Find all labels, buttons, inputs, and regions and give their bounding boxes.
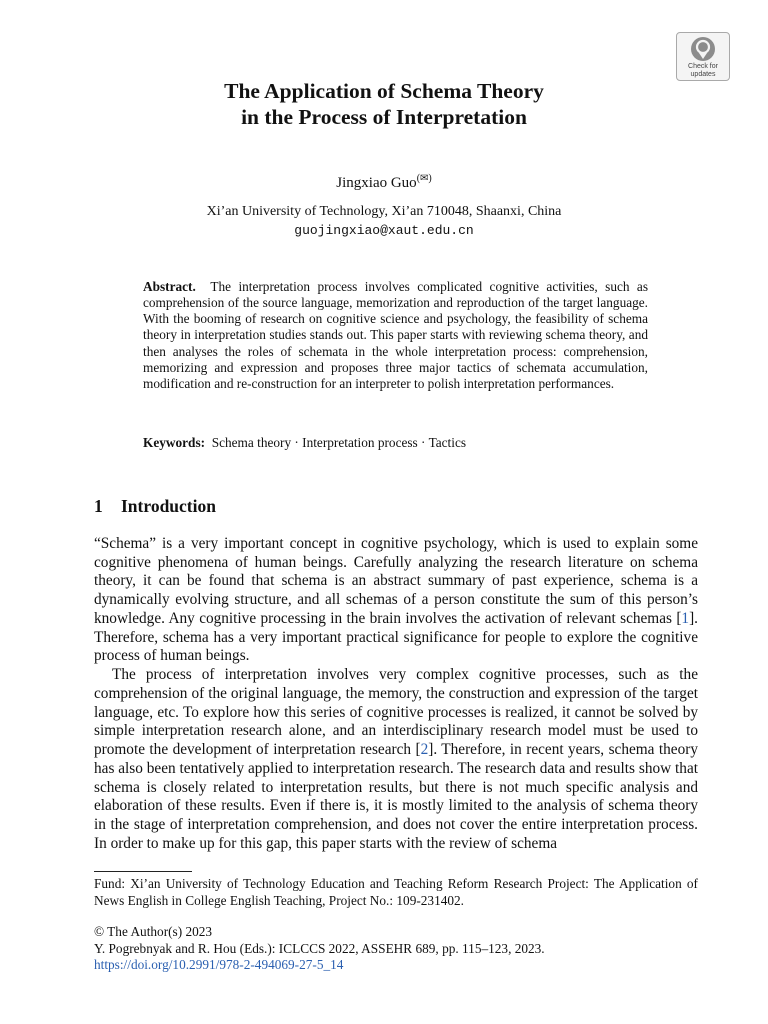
author-email[interactable]: guojingxiao@xaut.edu.cn: [294, 223, 474, 238]
title-line-2: in the Process of Interpretation: [241, 105, 527, 129]
affiliation: Xi’an University of Technology, Xi’an 710048, Shaanxi, China: [206, 204, 562, 219]
keywords: [143, 435, 648, 451]
section-title: Introduction: [121, 496, 216, 516]
envelope-icon[interactable]: (✉): [416, 173, 432, 184]
author-name: Jingxiao Guo: [336, 175, 417, 191]
citation-link-1[interactable]: 1: [681, 609, 690, 627]
check-updates-icon: [690, 36, 716, 62]
section-heading: [94, 495, 216, 517]
citation-link-2[interactable]: 2: [420, 741, 429, 759]
paragraph-2: [94, 666, 698, 853]
paper-title: [0, 78, 768, 130]
paragraph-1: [94, 535, 698, 666]
paragraph-2-text-b: ]. Therefore, in recent years, schema theory has also been tentatively applied to interpretation research. The research data and results show that schema is closely related to interpretation results, but there is not much specific analysis and elaboration of these results. Even if there is, it is mostly limited to the analysis of schema theory in the stage of interpretation comprehension, and does not cover the entire interpretation process. In order to make up for this gap, this paper starts with the review of schema: [94, 741, 698, 852]
author: [0, 170, 768, 192]
footnote-rule: [94, 871, 192, 872]
section-number: 1: [94, 496, 103, 516]
title-line-1: The Application of Schema Theory: [224, 79, 544, 103]
paragraph-1-text-b: ]. Therefore, schema has a very important practical significance for people to explore the cognitive process of human beings.: [94, 609, 698, 665]
abstract: [143, 279, 648, 392]
doi-link[interactable]: https://doi.org/10.2991/978-2-494069-27-5_14: [94, 957, 344, 972]
check-for-updates-badge[interactable]: [676, 32, 730, 81]
abstract-label: Abstract.: [143, 279, 196, 294]
fund-footnote: Fund: Xi’an University of Technology Education and Teaching Reform Research Project: The Application of News English in College English Teaching, Project No.: 109-231402.: [94, 876, 698, 908]
paragraph-2-text-a: The process of interpretation involves very complex cognitive processes, such as the comprehension of the original language, the memory, the construction and expression of the target language, etc. To explore how this series of cognitive processes is realized, it cannot be solved by simple interpretation research alone, and an interdisciplinary research model must be used to promote the development of interpretation research [: [94, 666, 698, 759]
body-text: [94, 535, 698, 853]
abstract-text: The interpretation process involves complicated cognitive activities, such as comprehension of the source language, memorization and reproduction of the target language. With the booming of research on cognitive science and psychology, the feasibility of schema theory in interpretation studies stands out. This paper starts with reviewing schema theory, and then analyses the roles of schemata in the whole interpretation process: comprehension, memorizing and expression and proposes three major tactics of schemata accumulation, modification and re-construction for an interpreter to polish interpretation performances.: [143, 279, 648, 391]
paragraph-1-text-a: “Schema” is a very important concept in cognitive psychology, which is used to explain some cognitive phenomena of human beings. Carefully analyzing the research literature on schema theory, it can be found that schema is an abstract summary of past experience, schema is a dynamically evolving structure, and all schemas of a person constitute the sum of this person’s knowledge. Any cognitive processing in the brain involves the activation of relevant schemas [: [94, 535, 698, 627]
copyright-block: [94, 924, 698, 974]
copyright-line: © The Author(s) 2023: [94, 924, 213, 939]
keywords-text: Schema theory · Interpretation process · Tactics: [211, 435, 467, 450]
proceedings-line: Y. Pogrebnyak and R. Hou (Eds.): ICLCCS 2022, ASSEHR 689, pp. 115–123, 2023.: [94, 940, 545, 956]
badge-line-2: updates: [690, 71, 716, 78]
badge-line-1: Check for: [688, 63, 718, 70]
keywords-label: Keywords:: [143, 435, 206, 450]
